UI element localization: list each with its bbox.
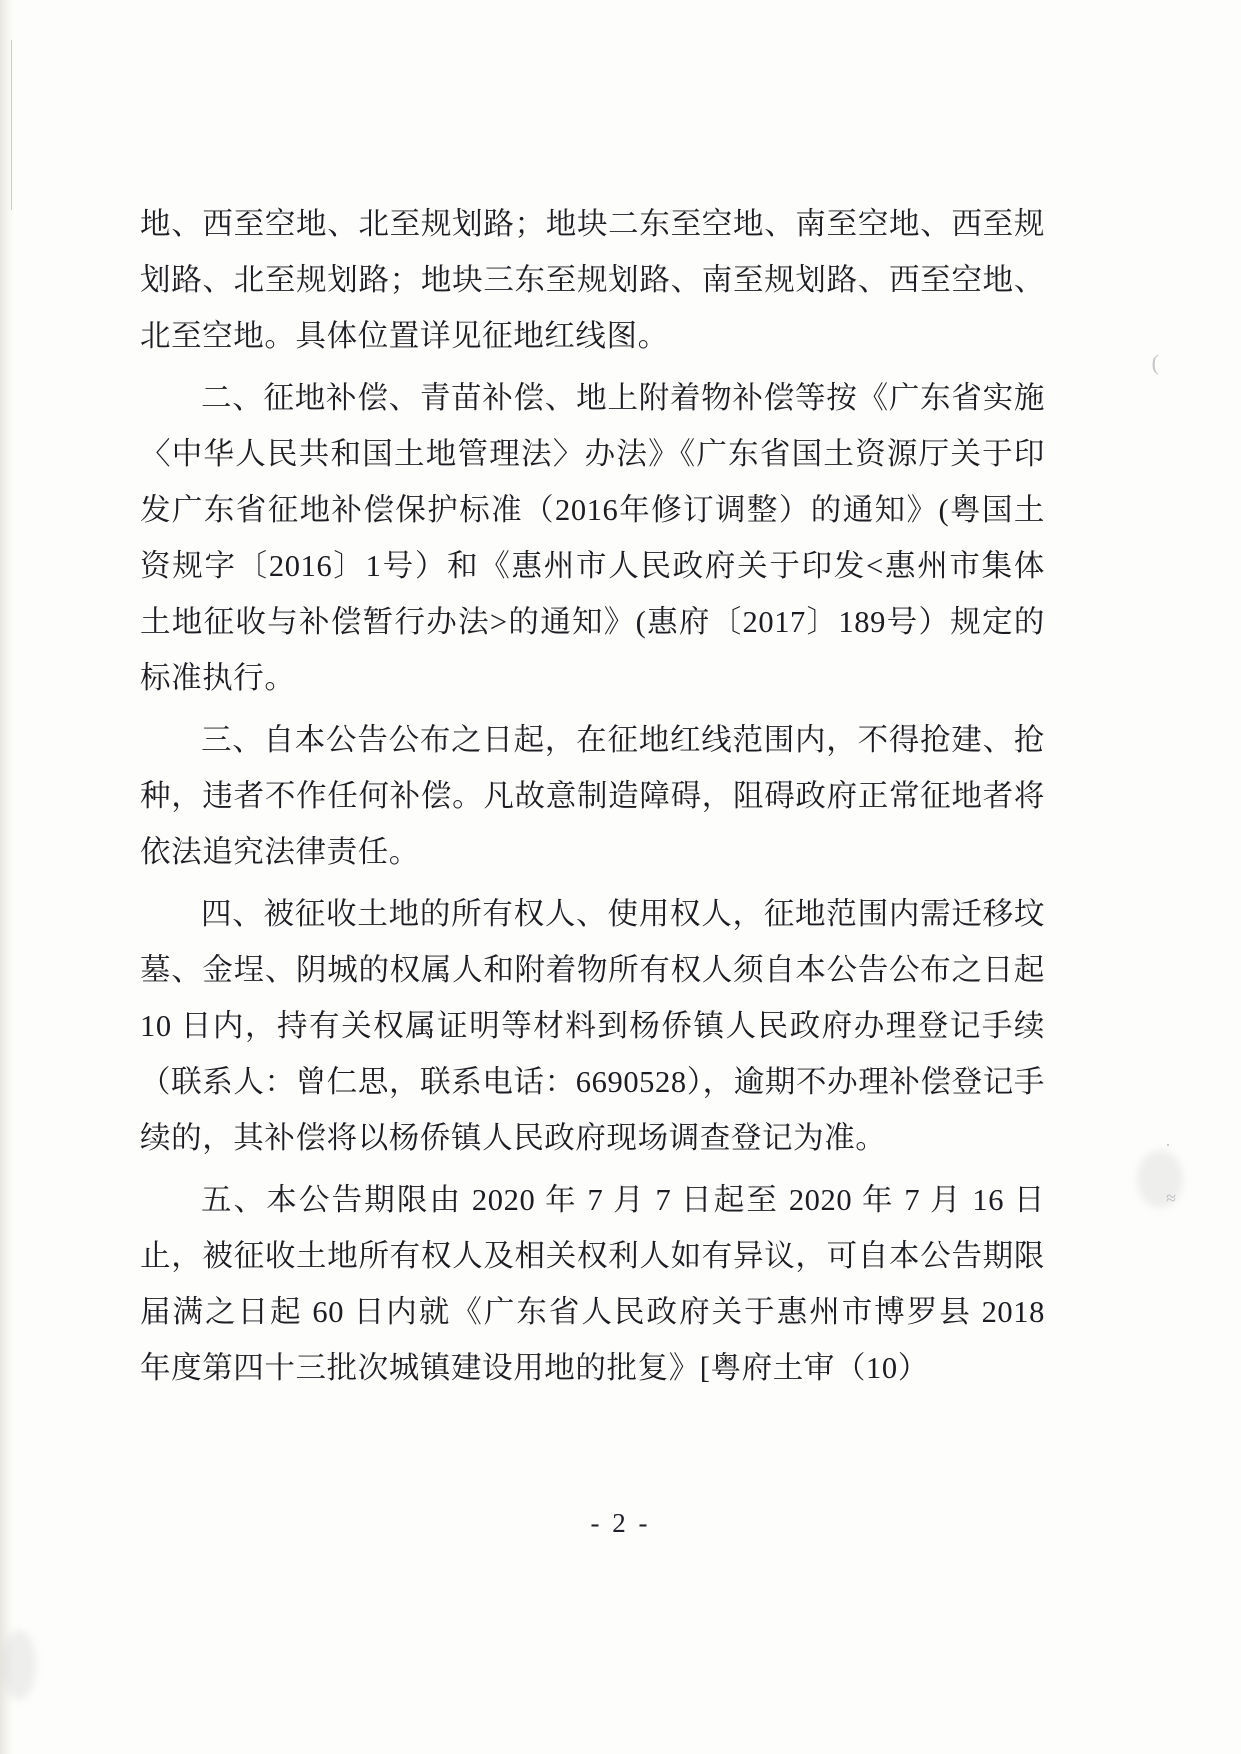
paragraph-item-five-announcement-period: 五、本公告期限由 2020 年 7 月 7 日起至 2020 年 7 月 16 日止，被征收土地所有权人及相关权利人如有异议，可自本公告期限届满之日起 60 日内就《广东省人民政府关于惠州市博罗县 2018 年度第四十三批次城镇建设用地的批复》[粤府土审（10） (140, 1183, 1045, 1385)
paragraph-item-three-no-construction: 三、自本公告公布之日起，在征地红线范围内，不得抢建、抢种，违者不作任何补偿。凡故意制造障碍，阻碍政府正常征地者将依法追究法律责任。 (140, 723, 1045, 869)
margin-mark: ≈ (1166, 1188, 1178, 1208)
paragraph-item-two-compensation: 二、征地补偿、青苗补偿、地上附着物补偿等按《广东省实施〈中华人民共和国土地管理法〉办法》《广东省国土资源厅关于印发广东省征地补偿保护标准（2016年修订调整）的通知》(粤国土资规字〔2016〕1号）和《惠州市人民政府关于印发<惠州市集体土地征收与补偿暂行办法>的通知》(惠府〔2017〕189号）规定的标准执行。 (140, 381, 1045, 695)
paragraph-item-four-registration: 四、被征收土地的所有权人、使用权人，征地范围内需迁移坟墓、金埕、阴城的权属人和附着物所有权人须自本公告公布之日起 10 日内，持有关权属证明等材料到杨侨镇人民政府办理登记手续（联系人：曾仁思，联系电话：6690528），逾期不办理补偿登记手续的，其补偿将以杨侨镇人民政府现场调查登记为准。 (140, 897, 1045, 1155)
margin-mark: ( (1151, 350, 1159, 375)
page-number: - 2 - (590, 1508, 651, 1538)
margin-mark: · (1165, 1135, 1171, 1155)
page-left-edge-shadow (0, 0, 14, 1754)
scan-smudge (2, 1630, 36, 1700)
paragraph-boundary-description: 地、西至空地、北至规划路；地块二东至空地、南至空地、西至规划路、北至规划路；地块三东至规划路、南至规划路、西至空地、北至空地。具体位置详见征地红线图。 (140, 207, 1045, 353)
document-body (140, 196, 1045, 1402)
